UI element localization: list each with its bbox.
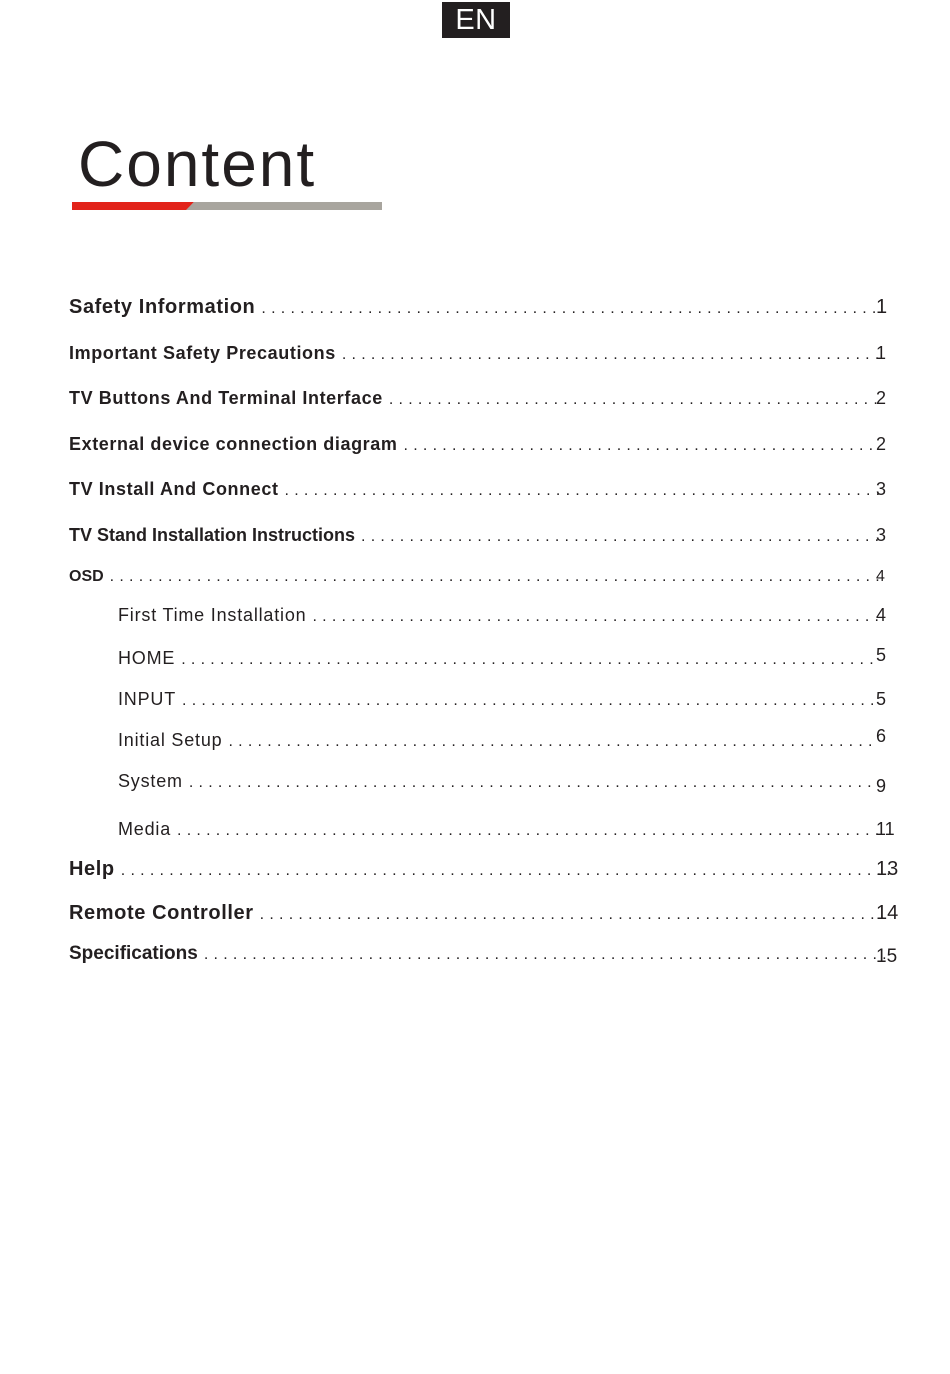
toc-page-number: 2 xyxy=(876,434,887,454)
toc-leader-dots xyxy=(260,902,891,922)
toc-page-number: 11 xyxy=(876,819,895,839)
toc-leader-dots xyxy=(361,525,879,545)
toc-leader-dots xyxy=(285,479,879,499)
toc-entry-label: Remote Controller xyxy=(69,902,254,924)
toc-page-number: 9 xyxy=(876,776,887,796)
toc-leader-dots xyxy=(110,568,879,588)
toc-entry[interactable] xyxy=(69,434,889,455)
language-badge: EN xyxy=(442,2,510,38)
toc-entry-label: Initial Setup xyxy=(118,730,223,750)
toc-page-number: 5 xyxy=(876,645,887,665)
toc-leader-dots xyxy=(389,388,879,408)
toc-page-number: 13 xyxy=(876,858,899,880)
toc-page-number: 6 xyxy=(876,726,887,746)
toc-entry-label: INPUT xyxy=(118,689,176,709)
toc-entry-label: OSD xyxy=(69,568,104,585)
toc-entry-label: TV Install And Connect xyxy=(69,479,279,499)
toc-leader-dots xyxy=(228,730,879,750)
page-title: Content xyxy=(78,128,317,200)
toc-entry[interactable] xyxy=(69,858,901,881)
toc-page-number: 4 xyxy=(876,568,885,585)
toc-page-number: 3 xyxy=(876,479,887,499)
toc-leader-dots xyxy=(181,648,879,668)
title-underline xyxy=(72,202,382,210)
toc-entry[interactable] xyxy=(69,343,889,364)
toc-entry-label: Media xyxy=(118,819,172,839)
toc-leader-dots xyxy=(189,771,879,791)
toc-subentry[interactable] xyxy=(118,689,889,710)
toc-leader-dots xyxy=(261,296,879,316)
toc-entry[interactable] xyxy=(69,296,889,319)
toc-subentry[interactable] xyxy=(118,726,889,751)
toc-entry-label: Safety Information xyxy=(69,296,256,318)
toc-leader-dots xyxy=(121,858,891,878)
toc-page-number: 2 xyxy=(876,388,887,408)
toc-leader-dots xyxy=(342,343,879,363)
toc-entry[interactable] xyxy=(69,902,901,925)
toc-entry[interactable] xyxy=(69,388,889,409)
toc-subentry[interactable] xyxy=(118,605,889,626)
toc-entry[interactable] xyxy=(69,943,901,965)
toc-subentry[interactable] xyxy=(118,645,889,669)
toc-leader-dots xyxy=(204,943,891,963)
toc-entry-label: First Time Installation xyxy=(118,605,307,625)
toc-entry-label: System xyxy=(118,771,183,791)
toc-entry-label: Specifications xyxy=(69,943,198,964)
toc-entry-label: TV Stand Installation Instructions xyxy=(69,525,356,545)
toc-page-number: 1 xyxy=(876,343,887,363)
toc-entry-label: Important Safety Precautions xyxy=(69,343,336,363)
toc-page-number: 15 xyxy=(876,946,898,967)
toc-entry-label: External device connection diagram xyxy=(69,434,398,454)
underline-red-segment xyxy=(72,202,194,210)
toc-page-number: 1 xyxy=(876,296,888,318)
toc-page-number: 14 xyxy=(876,902,899,924)
toc-leader-dots xyxy=(182,689,879,709)
toc-entry-label: HOME xyxy=(118,648,176,668)
toc-leader-dots xyxy=(404,434,879,454)
toc-page-number: 3 xyxy=(876,525,887,545)
toc-entry-label: TV Buttons And Terminal Interface xyxy=(69,388,383,408)
toc-leader-dots xyxy=(312,605,879,625)
toc-leader-dots xyxy=(177,819,879,839)
toc-subentry[interactable] xyxy=(118,771,889,796)
toc-page-number: 4 xyxy=(876,605,887,625)
underline-gray-segment xyxy=(186,202,382,210)
toc-entry-label: Help xyxy=(69,858,115,880)
toc-page-number: 5 xyxy=(876,689,887,709)
toc-entry[interactable] xyxy=(69,479,889,500)
toc-entry[interactable] xyxy=(69,525,889,546)
toc-entry[interactable] xyxy=(69,568,889,588)
toc-subentry[interactable] xyxy=(118,819,895,840)
